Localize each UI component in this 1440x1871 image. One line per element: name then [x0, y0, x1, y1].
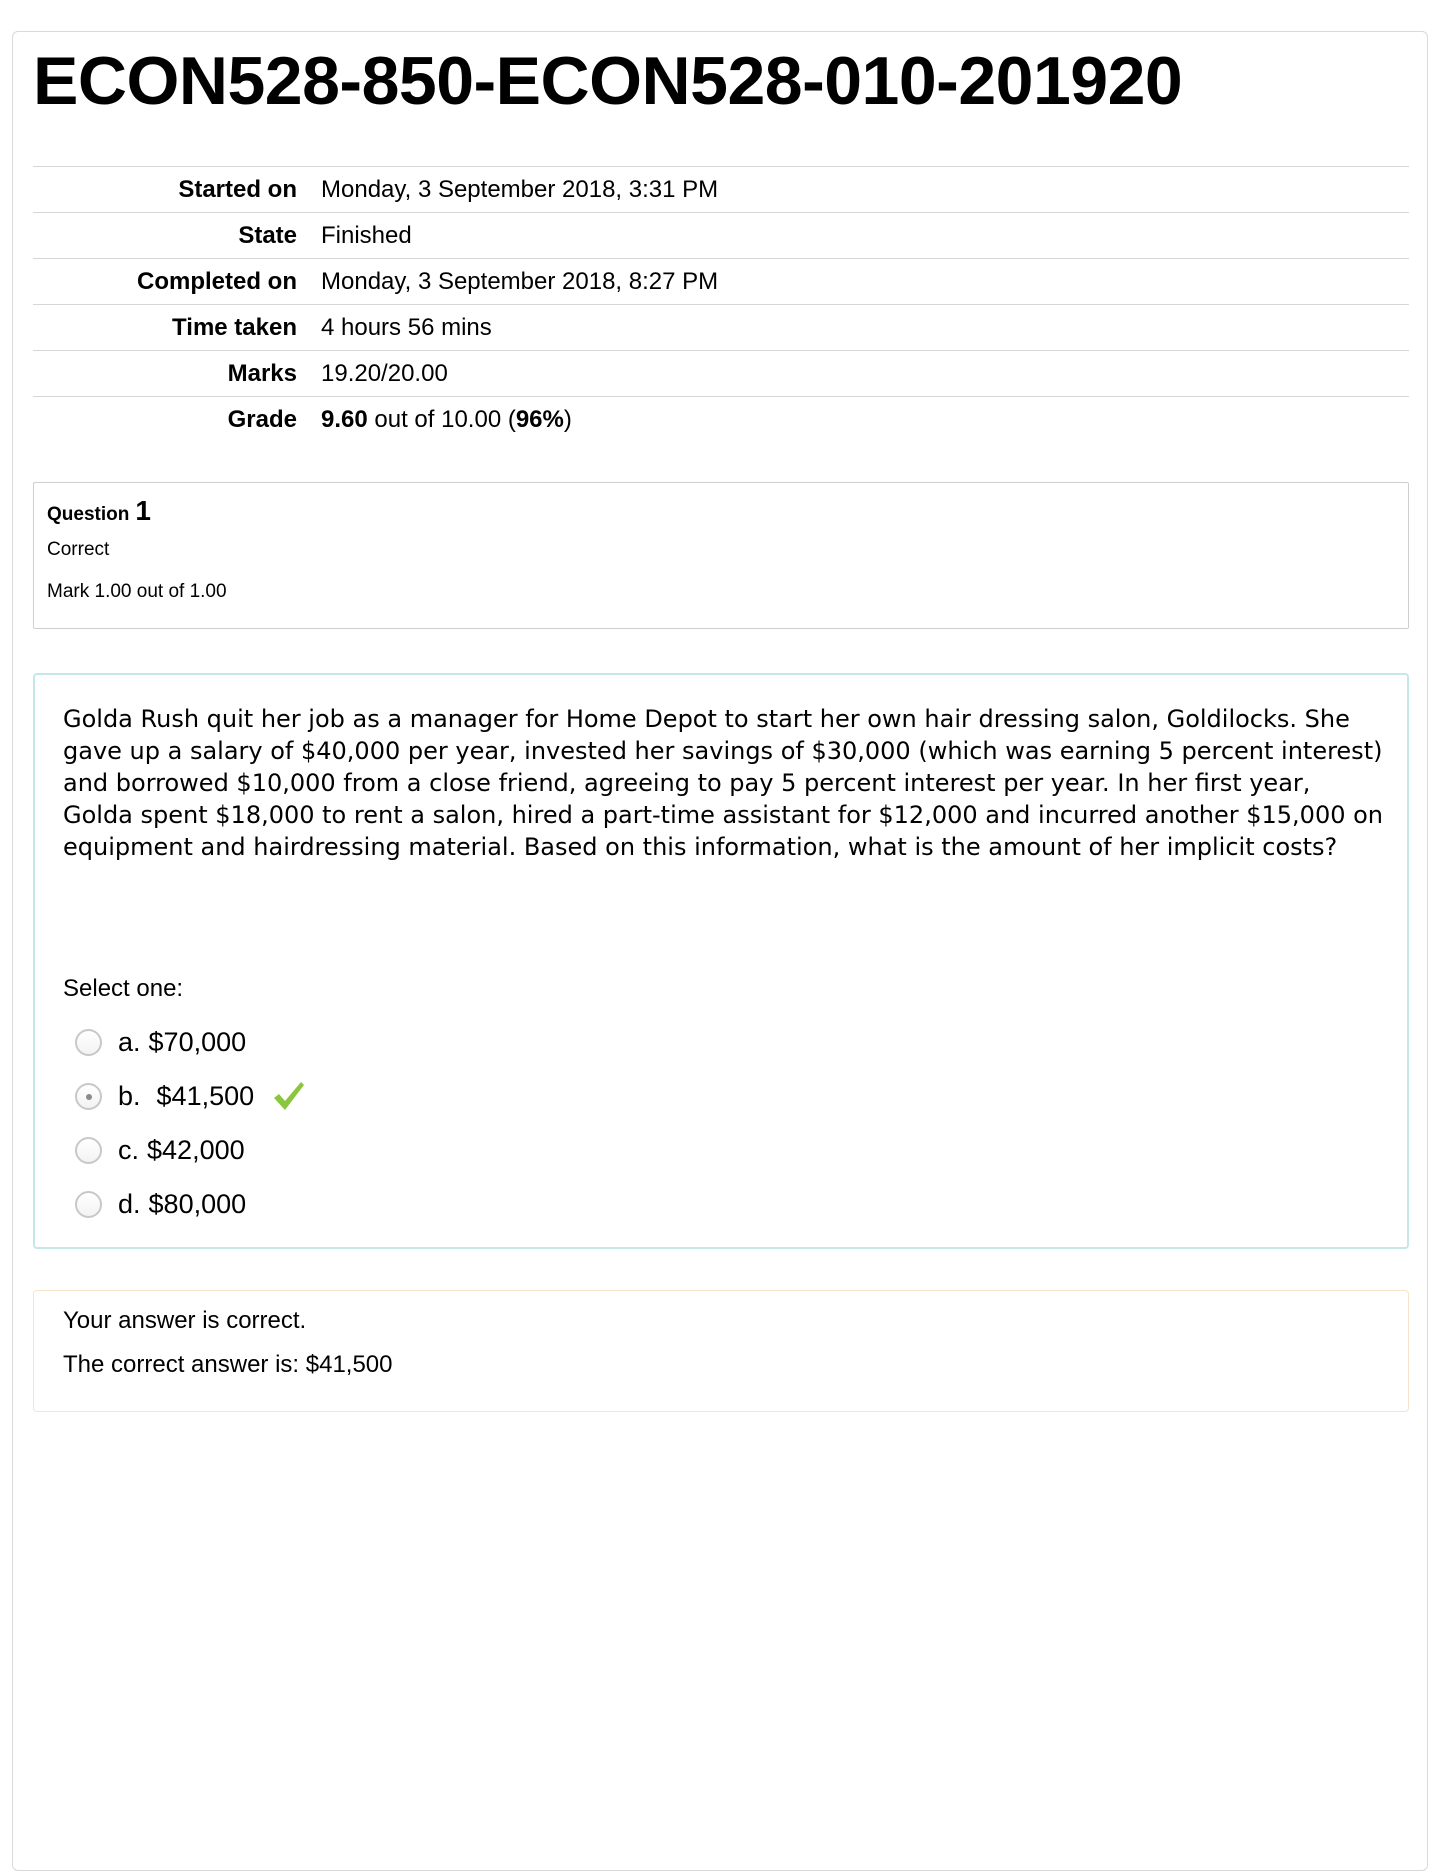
grade-percent: 96% — [515, 406, 564, 433]
question-label: Question — [47, 504, 130, 525]
grade-close: ) — [563, 406, 572, 433]
question-text: Golda Rush quit her job as a manager for Home Depot to start her own hair dressing salon, Goldilocks. She gave up a salary of $40,000 per year, invested her savings of $30,000 (which was earning 5 percent interest) and borrowed $10,000 from a close friend, agreeing to pay 5 percent interest per year. In her first year, Golda spent $18,000 to rent a salon, hired a part-time assistant for $12,000 and incurred another $15,000 on equipment and hairdressing material. Based on this information, what is the amount of her implicit costs? — [63, 705, 1383, 861]
summary-label: Marks — [227, 359, 297, 387]
summary-row-time-taken — [33, 305, 1409, 351]
summary-label: Grade — [227, 406, 297, 433]
summary-label: Time taken — [172, 313, 297, 341]
summary-row-grade — [33, 397, 1409, 443]
answer-list — [75, 1015, 306, 1231]
summary-value: Monday, 3 September 2018, 8:27 PM — [321, 267, 719, 295]
feedback-result: Your answer is correct. — [63, 1307, 307, 1334]
summary-label: Started on — [178, 175, 297, 203]
summary-label: State — [238, 221, 297, 249]
answer-option-c[interactable] — [75, 1123, 306, 1177]
answer-text: $80,000 — [148, 1188, 247, 1219]
attempt-review-page — [12, 31, 1428, 1871]
question-feedback — [33, 1290, 1409, 1412]
grade-value — [297, 406, 572, 434]
answer-letter: c. — [118, 1134, 140, 1165]
radio-button-selected[interactable] — [75, 1083, 102, 1110]
answer-text: $41,500 — [156, 1080, 255, 1111]
answer-letter: b. — [118, 1080, 141, 1111]
answer-letter: a. — [118, 1026, 141, 1057]
summary-row-marks — [33, 351, 1409, 397]
radio-button[interactable] — [75, 1191, 102, 1218]
attempt-summary-table — [33, 166, 1409, 443]
summary-value: Finished — [321, 221, 412, 249]
grade-score: 9.60 — [321, 406, 368, 433]
radio-button[interactable] — [75, 1137, 102, 1164]
summary-label: Completed on — [137, 267, 297, 295]
summary-row-state — [33, 213, 1409, 259]
question-formulation — [33, 673, 1409, 1249]
question-number-row — [47, 495, 1395, 527]
question-number: 1 — [135, 495, 151, 526]
question-grade: Mark 1.00 out of 1.00 — [47, 581, 227, 602]
answer-prompt: Select one: — [63, 975, 184, 1002]
check-icon — [272, 1079, 306, 1113]
summary-value: Monday, 3 September 2018, 3:31 PM — [321, 175, 719, 203]
answer-option-b[interactable] — [75, 1069, 306, 1123]
answer-option-a[interactable] — [75, 1015, 306, 1069]
feedback-correct-answer: The correct answer is: $41,500 — [63, 1351, 393, 1378]
grade-out-of: out of 10.00 ( — [367, 406, 516, 433]
page-title: ECON528-850-ECON528-010-201920 — [33, 43, 1183, 119]
answer-letter: d. — [118, 1188, 141, 1219]
summary-value: 19.20/20.00 — [321, 359, 448, 387]
answer-option-d[interactable] — [75, 1177, 306, 1231]
question-info — [33, 482, 1409, 629]
answer-text: $42,000 — [147, 1134, 245, 1165]
summary-value: 4 hours 56 mins — [321, 313, 492, 341]
summary-row-started-on — [33, 167, 1409, 213]
question-state: Correct — [47, 539, 110, 560]
summary-row-completed-on — [33, 259, 1409, 305]
radio-button[interactable] — [75, 1029, 102, 1056]
answer-text: $70,000 — [148, 1026, 247, 1057]
